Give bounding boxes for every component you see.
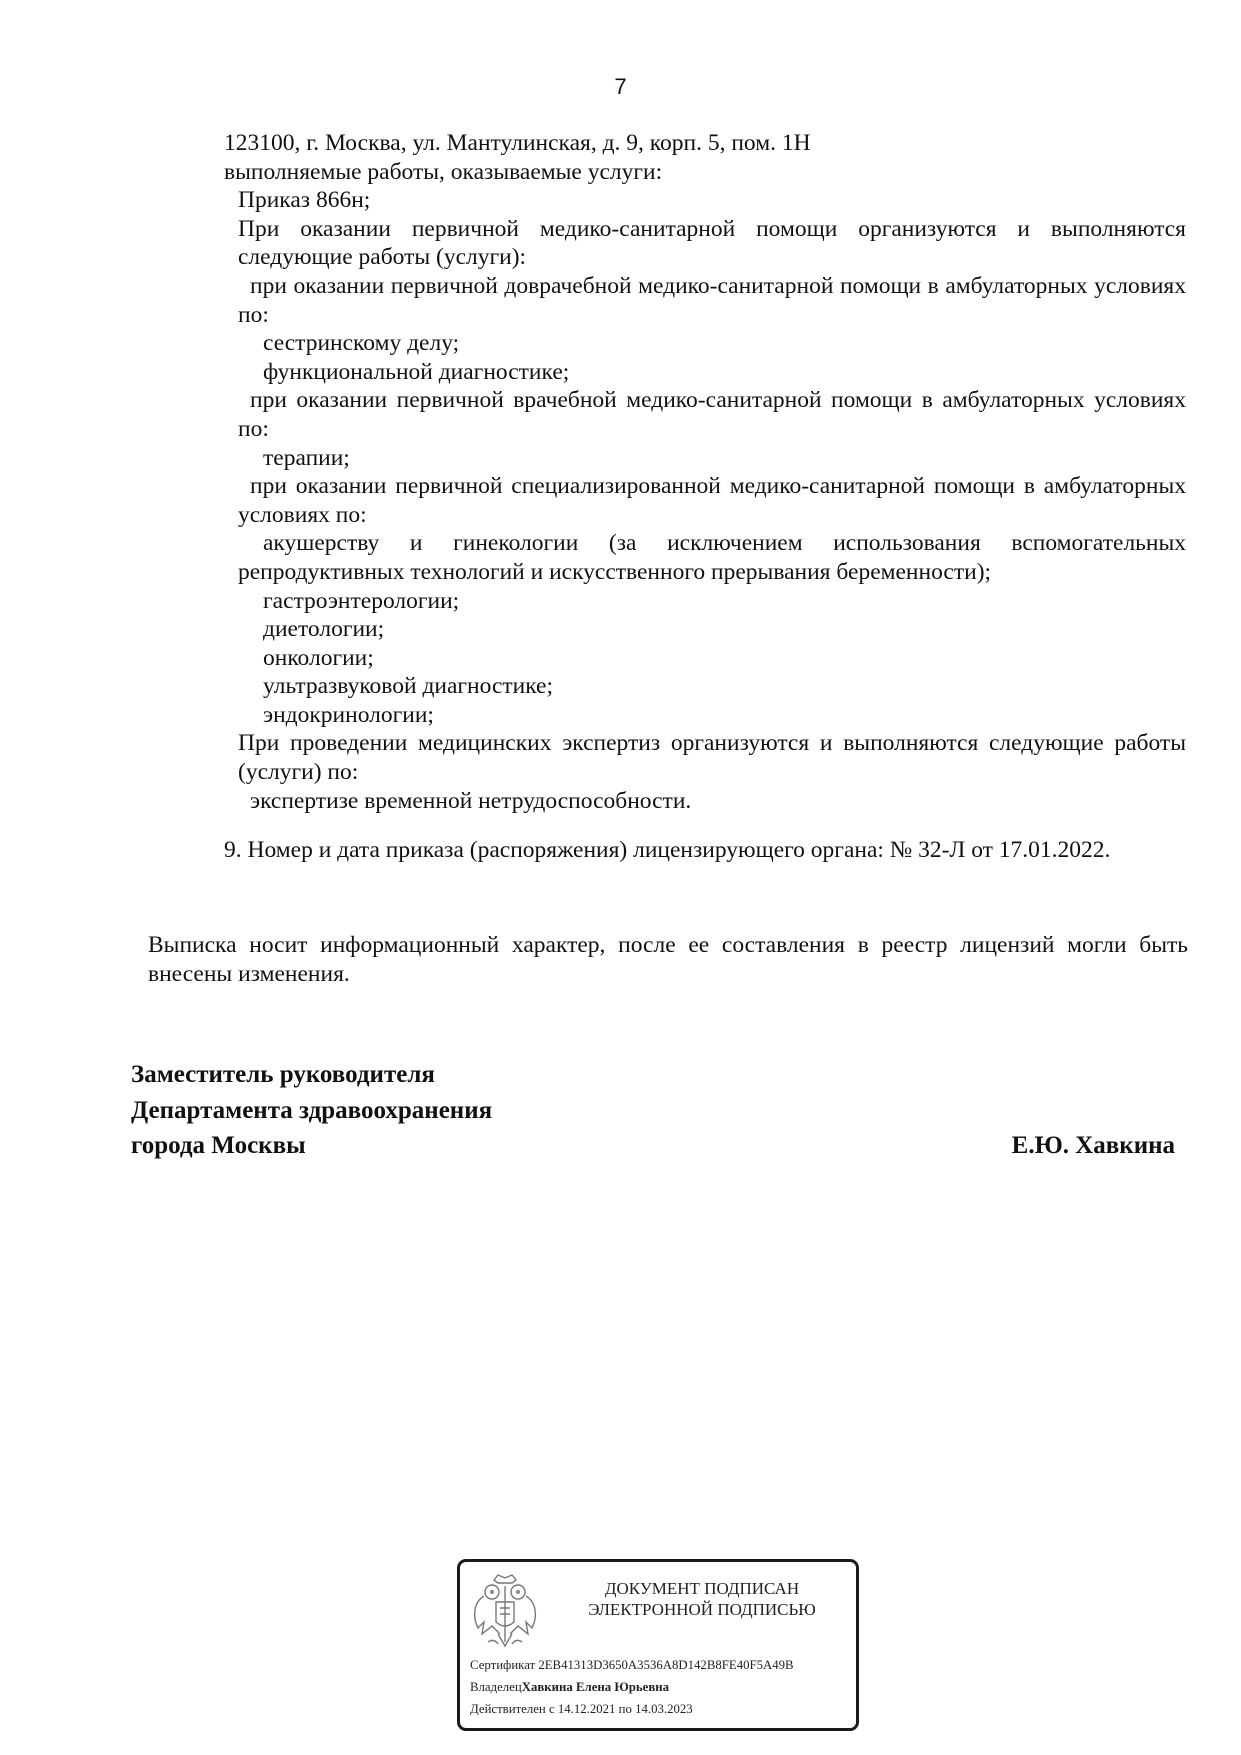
order-number-item: 9. Номер и дата приказа (распоряжения) лицензирующего органа: № 32-Л от 17.01.2022. [224,837,1111,863]
order-ref: Приказ 866н; [238,187,371,214]
stamp-heading [550,1578,854,1620]
list-item: гастроэнтерологии; [263,587,460,614]
physician-intro: при оказании первичной врачебной медико-санитарной помощи в амбулаторных условиях по: [238,387,1186,442]
list-item: эндокринологии; [263,701,434,728]
owner-name: Хавкина Елена Юрьевна [521,1680,670,1694]
license-details [224,129,1186,815]
list-item: диетологии; [263,616,385,643]
primary-care-intro: При оказании первичной медико-санитарной помощи организуются и выполняются следующие работы (услуги): [238,215,1186,271]
stamp-heading-line: ДОКУМЕНТ ПОДПИСАН [604,1579,800,1598]
list-item: акушерству и гинекологии (за исключением использования вспомогательных репродуктивных технологий и искусственного прерывания беременности); [238,530,1186,585]
list-item: ультразвуковой диагностике; [263,673,554,700]
signer-title-line: Заместитель руководителя [131,1061,435,1088]
list-item: сестринскому делу; [263,330,460,357]
prehospital-intro: при оказании первичной доврачебной медико-санитарной помощи в амбулаторных условиях по: [238,272,1186,328]
page-number: 7 [614,74,627,99]
signer-name: Е.Ю. Хавкина [1011,1132,1175,1159]
specialized-intro: при оказании первичной специализированной медико-санитарной помощи в амбулаторных условиях по: [238,473,1186,528]
owner-line [470,1676,859,1698]
list-item: функциональной диагностике; [263,358,570,385]
russian-coat-of-arms-icon [470,1572,540,1652]
stamp-heading-line: ЭЛЕКТРОННОЙ ПОДПИСЬЮ [588,1600,816,1619]
info-note: Выписка носит информационный характер, после ее составления в реестр лицензий могли быть внесены изменения. [148,932,1188,987]
address: 123100, г. Москва, ул. Мантулинская, д. 9, корп. 5, пом. 1Н [224,130,811,156]
list-item: терапии; [263,444,350,471]
e-signature-stamp [457,1559,859,1731]
signer-title-line: Департамента здравоохранения [131,1096,493,1124]
owner-label: Владелец [470,1680,522,1694]
list-item: онкологии; [263,644,374,671]
signer-title [131,1057,492,1164]
expertise-intro: При проведении медицинских экспертиз организуются и выполняются следующие работы (услуги) по: [238,730,1186,786]
signer-title-line: города Москвы [131,1132,306,1159]
stamp-details [470,1654,859,1720]
validity-line: Действителен с 14.12.2021 по 14.03.2023 [470,1702,693,1716]
list-item: экспертизе временной нетрудоспособности. [250,787,692,814]
works-label: выполняемые работы, оказываемые услуги: [224,158,663,185]
certificate-line: Сертификат 2EB41313D3650A3536A8D142B8FE40F5A49B [470,1658,794,1672]
